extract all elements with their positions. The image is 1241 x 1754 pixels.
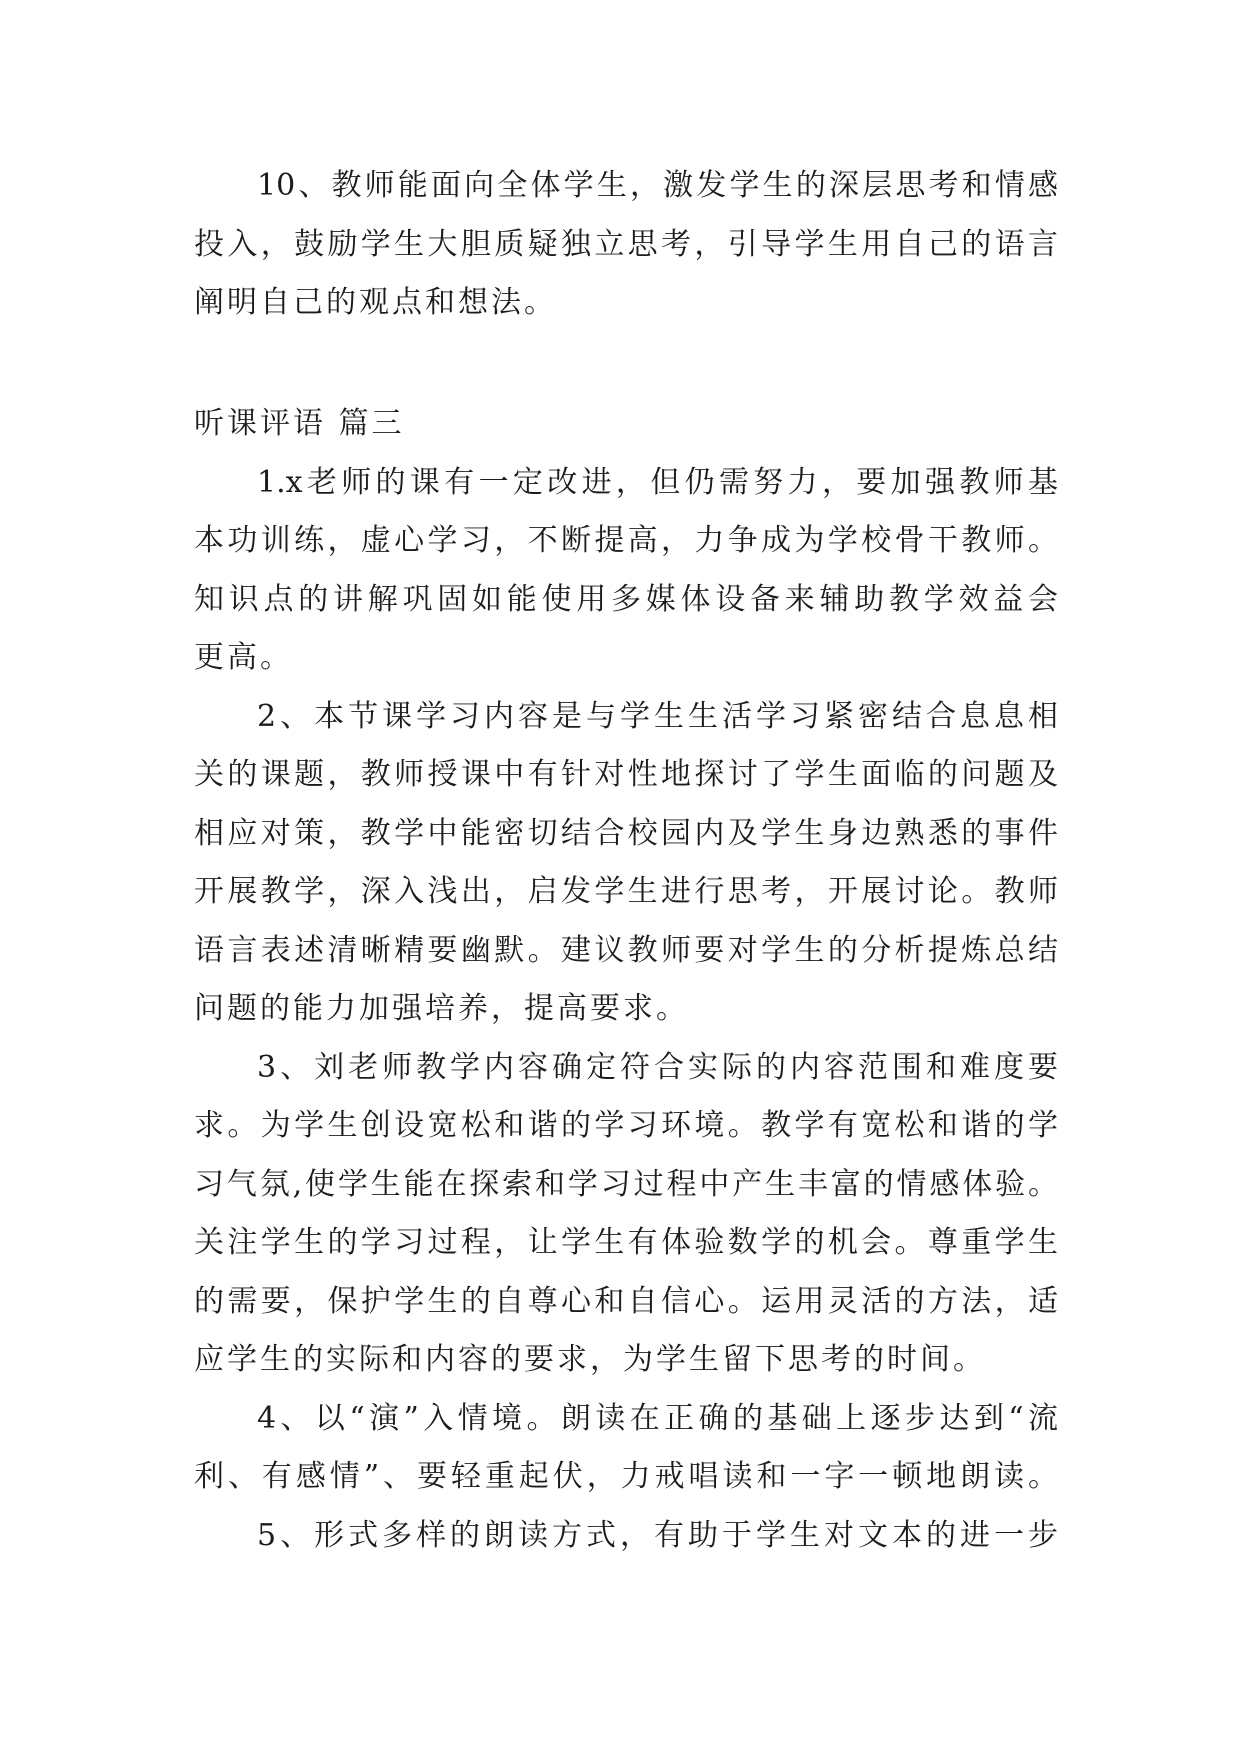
text-line: 3、刘老师教学内容确定符合实际的内容范围和难度要 [257,1049,1058,1085]
paragraph-item-2 [194,688,1058,1039]
text-line: 关的课题，教师授课中有针对性地探讨了学生面临的问题及 [194,757,1058,792]
text-line: 开展教学，深入浅出，启发学生进行思考，开展讨论。教师 [194,874,1058,909]
text-line: 1.x老师的课有一定改进，但仍需努力，要加强教师基 [257,464,1058,500]
text-line: 利、有感情”、要轻重起伏，力戒唱读和一字一顿地朗读。 [194,1459,1058,1494]
text-line: 关注学生的学习过程，让学生有体验数学的机会。尊重学生 [194,1225,1058,1260]
text-line: 本功训练，虚心学习，不断提高，力争成为学校骨干教师。 [194,523,1058,558]
text-line: 更高。 [194,640,293,675]
text-line: 5、形式多样的朗读方式，有助于学生对文本的进一步 [257,1517,1058,1553]
text-line: 语言表述清晰精要幽默。建议教师要对学生的分析提炼总结 [194,932,1058,968]
text-line: 投入，鼓励学生大胆质疑独立思考，引导学生用自己的语言 [194,226,1058,262]
text-line: 应学生的实际和内容的要求，为学生留下思考的时间。 [194,1342,986,1377]
text-line: 相应对策，教学中能密切结合校园内及学生身边熟悉的事件 [194,815,1058,851]
paragraph-item-10 [194,157,1058,333]
text-line: 4、以“演”入情境。朗读在正确的基础上逐步达到“流 [257,1400,1058,1436]
text-line: 2、本节课学习内容是与学生生活学习紧密结合息息相 [257,698,1058,734]
text-line: 求。为学生创设宽松和谐的学习环境。教学有宽松和谐的学 [194,1108,1058,1143]
text-line: 习气氛,使学生能在探索和学习过程中产生丰富的情感体验。 [194,1166,1058,1202]
paragraph-item-1 [194,454,1058,688]
paragraph-item-5 [194,1507,1058,1566]
document-body [194,157,1058,1565]
paragraph-item-3 [194,1039,1058,1390]
text-line: 的需要，保护学生的自尊心和自信心。运用灵活的方法，适 [194,1283,1058,1319]
text-line: 知识点的讲解巩固如能使用多媒体设备来辅助教学效益会 [194,581,1058,617]
text-line: 10、教师能面向全体学生，激发学生的深层思考和情感 [257,168,1058,203]
text-line: 阐明自己的观点和想法。 [194,285,557,320]
paragraph-item-4 [194,1390,1058,1507]
section-heading: 听课评语 篇三 [194,406,405,441]
text-line: 问题的能力加强培养，提高要求。 [194,991,689,1026]
